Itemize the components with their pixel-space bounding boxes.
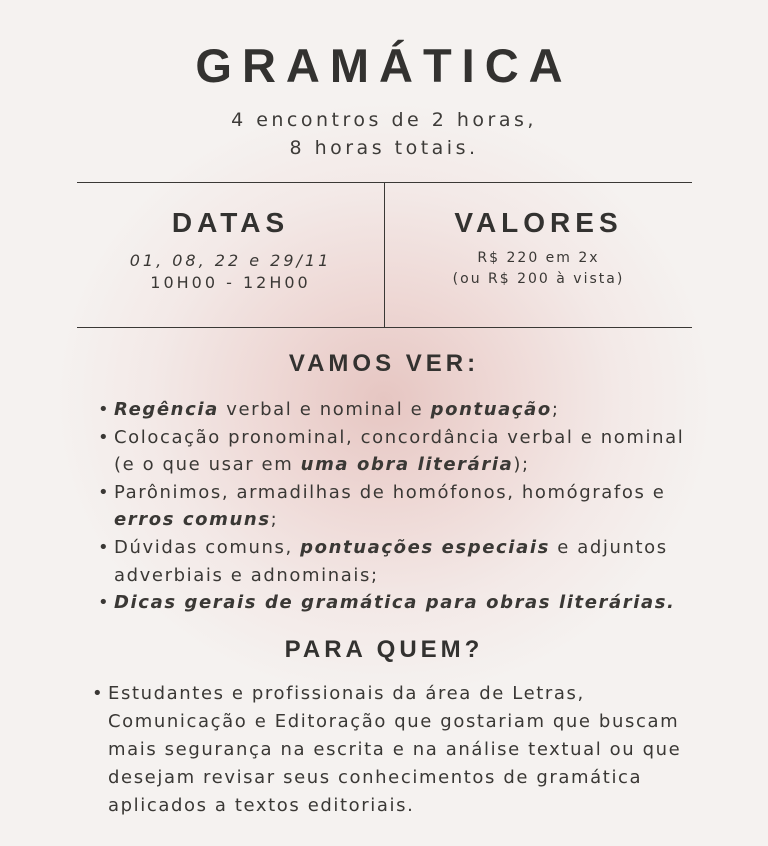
vamos-ver-heading: VAMOS VER: bbox=[288, 350, 480, 377]
list-item: • Estudantes e profissionais da área de Letras, Comunicação e Editoração que gostariam que buscam mais segurança na escrita e na análise textual ou que desejam revisar seus conhecimentos de gramática aplicados a textos editoriais. bbox=[108, 680, 708, 820]
dates-panel bbox=[77, 206, 384, 294]
item-text: Colocação pronominal, concordância verbal e nominal (e o que usar em bbox=[114, 426, 685, 476]
item-text: ; bbox=[551, 399, 560, 420]
dates-heading: DATAS bbox=[171, 207, 290, 238]
para-quem-heading: PARA QUEM? bbox=[284, 636, 484, 663]
item-emphasis: Regência bbox=[114, 399, 219, 420]
subtitle-line-2: 8 horas totais. bbox=[289, 137, 479, 159]
list-item bbox=[114, 534, 694, 589]
list-item bbox=[114, 424, 694, 479]
item-emphasis: pontuação bbox=[430, 399, 552, 420]
item-text: ; bbox=[270, 509, 279, 531]
audience-list bbox=[108, 680, 708, 820]
course-title: GRAMÁTICA bbox=[195, 39, 573, 92]
prices-heading: VALORES bbox=[454, 207, 623, 238]
price-cash: (ou R$ 200 à vista) bbox=[452, 271, 625, 287]
course-subtitle bbox=[0, 106, 768, 162]
item-text: ); bbox=[513, 454, 530, 476]
dates-days: 01, 08, 22 e 29/11 bbox=[129, 251, 332, 270]
item-text: e adjuntos adverbiais e adnominais; bbox=[114, 536, 668, 586]
price-installment: R$ 220 em 2x bbox=[477, 250, 600, 266]
list-item bbox=[114, 479, 694, 534]
list-item bbox=[114, 396, 694, 424]
bottom-divider bbox=[77, 327, 692, 328]
item-emphasis: uma obra literária bbox=[300, 454, 514, 476]
prices-panel bbox=[385, 206, 692, 290]
item-text: verbal e nominal e bbox=[218, 399, 431, 420]
item-emphasis: pontuações especiais bbox=[300, 536, 550, 558]
item-emphasis: Dicas gerais de gramática para obras literárias. bbox=[114, 592, 676, 614]
dates-time: 10H00 - 12H00 bbox=[150, 273, 311, 292]
item-text: Dúvidas comuns, bbox=[114, 536, 301, 558]
subtitle-line-1: 4 encontros de 2 horas, bbox=[231, 109, 537, 131]
topics-list bbox=[114, 396, 694, 617]
item-text: Parônimos, armadilhas de homófonos, homógrafos e bbox=[114, 481, 666, 503]
item-emphasis: erros comuns bbox=[114, 509, 271, 531]
list-item bbox=[114, 589, 694, 617]
